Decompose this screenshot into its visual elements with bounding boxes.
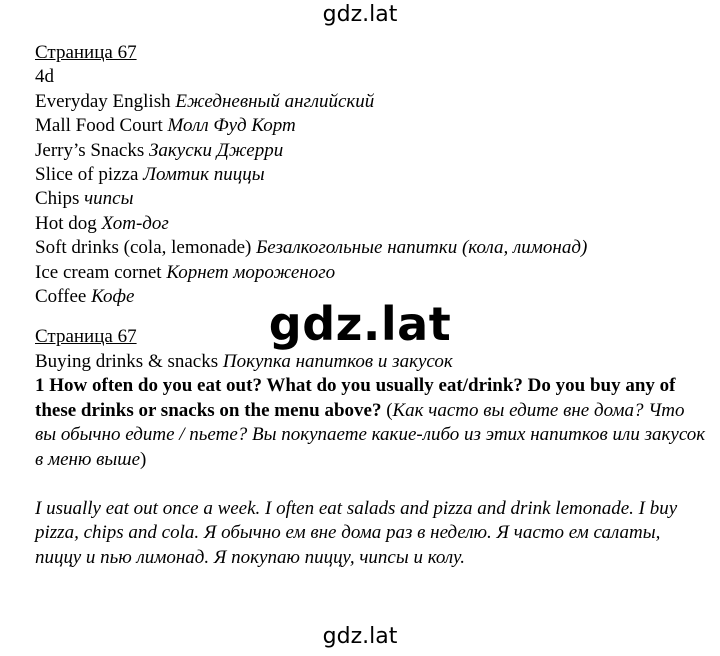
answer-text: I usually eat out once a week. I often eat salads and pizza and drink lemonade. I buy pizza, chips and cola. Я обычно ем вне дома раз в неделю. Я часто ем салаты, пиццу и пью лимонад. Я покупаю пиццу, чипсы и колу.: [35, 497, 678, 568]
watermark-middle: gdz.lat: [268, 297, 452, 351]
vocab-ru: Ежедневный английский: [175, 90, 375, 112]
close-paren: ): [140, 448, 147, 470]
vocab-item: [35, 187, 707, 211]
vocab-item: [35, 90, 707, 114]
question-translation: Как часто вы едите вне дома? Что вы обычно едите / пьете? Вы покупаете какие-либо из этих напитков или закусок в меню выше: [35, 399, 706, 470]
vocab-en: Chips: [35, 188, 80, 210]
vocab-en: Ice cream cornet: [35, 261, 162, 283]
vocab-en: Slice of pizza: [35, 164, 139, 186]
heading-en: Buying drinks & snacks: [35, 350, 219, 372]
vocab-item: [35, 236, 707, 260]
page-label: Страница 67: [35, 42, 137, 63]
question: [35, 374, 707, 472]
vocab-ru: Закуски Джерри: [148, 139, 284, 161]
heading-ru: Покупка напитков и закусок: [222, 350, 453, 372]
vocab-en: Hot dog: [35, 212, 97, 234]
spacer: [35, 472, 707, 497]
watermark-top: gdz.lat: [322, 2, 398, 27]
vocab-ru: чипсы: [84, 188, 134, 210]
open-paren: (: [386, 399, 393, 421]
vocab-ru: Корнет мороженого: [166, 261, 336, 283]
vocab-ru: Кофе: [91, 286, 135, 308]
vocab-item: [35, 139, 707, 163]
vocab-item: [35, 212, 707, 236]
vocab-item: [35, 114, 707, 138]
vocab-item: [35, 163, 707, 187]
exercise-number: 4d: [35, 66, 54, 88]
vocab-ru: Ломтик пиццы: [143, 164, 265, 186]
question-text: 1 How often do you eat out? What do you usually eat/drink? Do you buy any of these drinks or snacks on the menu above?: [35, 375, 676, 421]
vocab-en: Coffee: [35, 286, 87, 308]
vocab-ru: Молл Фуд Корт: [167, 115, 296, 137]
page-label: Страница 67: [35, 326, 137, 348]
vocab-ru: Хот-дог: [101, 212, 169, 234]
vocab-en: Mall Food Court: [35, 115, 163, 137]
watermark-bottom: gdz.lat: [322, 624, 398, 649]
vocab-ru: Безалкогольные напитки (кола, лимонад): [256, 237, 588, 259]
vocab-en: Everyday English: [35, 90, 171, 112]
vocab-en: Jerry’s Snacks: [35, 139, 145, 161]
vocab-item: [35, 261, 707, 285]
section-heading: [35, 350, 707, 374]
vocab-en: Soft drinks (cola, lemonade): [35, 237, 252, 259]
